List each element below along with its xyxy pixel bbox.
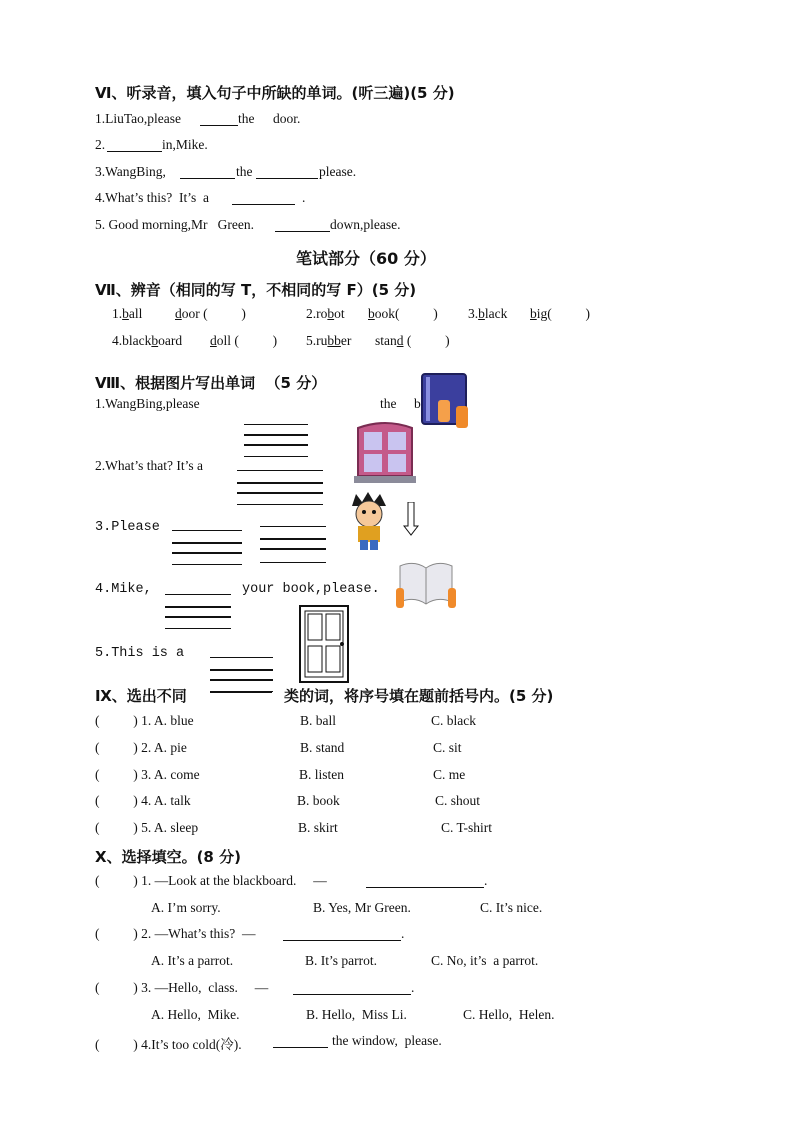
s9-q5-c: C. T-shirt	[441, 820, 493, 835]
s6-q3-end: please.	[319, 164, 357, 179]
s7-item-4-word2: doll ( )	[210, 333, 278, 348]
s10-q2: ( ) 2. —What’s this? —	[95, 926, 256, 941]
s6-q2-blank[interactable]	[107, 151, 162, 152]
s10-q1-blank[interactable]	[366, 887, 484, 888]
s9-q1-c: C. black	[431, 713, 476, 728]
s8-q3-text: 3.Please	[95, 520, 160, 535]
s9-q3-b: B. listen	[299, 767, 345, 782]
s10-q3-end: .	[411, 980, 415, 995]
s8-q1-start: 1.WangBing,please	[95, 396, 200, 411]
s7-item-1-word2: door ( )	[175, 306, 246, 321]
writing-lines-q5[interactable]	[210, 657, 273, 695]
s7-item-2-word2: book( )	[368, 306, 438, 321]
s7-item-5-word2: stand ( )	[375, 333, 450, 348]
s7-item-4: 4.blackboard	[112, 333, 183, 348]
s8-q1-end: b	[414, 396, 421, 411]
s10-q3-c: C. Hello, Helen.	[463, 1007, 555, 1022]
s6-q2-start: 2.	[95, 137, 106, 152]
writing-lines-q4[interactable]	[165, 594, 231, 632]
section-9-title-end: 类的词，将序号填在题前括号内。(5 分)	[284, 687, 554, 705]
s6-q3-blank-1[interactable]	[180, 178, 235, 179]
s10-q4-blank[interactable]	[273, 1047, 328, 1048]
s10-q1-a: A. I’m sorry.	[151, 900, 221, 915]
s10-q2-a: A. It’s a parrot.	[151, 953, 234, 968]
s8-q4-end: your book,please.	[242, 582, 380, 597]
s8-q1-mid: the	[380, 396, 397, 411]
s10-q2-blank[interactable]	[283, 940, 401, 941]
s6-q1-blank[interactable]	[200, 125, 238, 126]
section-6-title: Ⅵ、听录音，填入句子中所缺的单词。(听三遍)(5 分)	[95, 84, 455, 102]
s10-q1: ( ) 1. —Look at the blackboard. —	[95, 873, 327, 888]
s6-q3-blank-2[interactable]	[256, 178, 318, 179]
s10-q3-blank[interactable]	[293, 994, 411, 995]
s6-q4-start: 4.What’s this? It’s a	[95, 190, 209, 205]
s10-q2-b: B. It’s parrot.	[305, 953, 377, 968]
s9-q2-b: B. stand	[300, 740, 345, 755]
s9-q3: ( ) 3. A. come	[95, 767, 200, 782]
s6-q2-end: in,Mike.	[162, 137, 208, 152]
writing-lines-q3a[interactable]	[172, 530, 242, 568]
s10-q1-b: B. Yes, Mr Green.	[313, 900, 411, 915]
s7-item-3-word2: big( )	[530, 306, 590, 321]
s7-item-2: 2.robot	[306, 306, 345, 321]
s9-q2-c: C. sit	[433, 740, 462, 755]
writing-lines-q3b[interactable]	[260, 526, 326, 566]
section-8-title: Ⅷ、根据图片写出单词 （5 分）	[95, 374, 327, 392]
section-7-title: Ⅶ、辨音（相同的写 T，不相同的写 F）(5 分)	[95, 281, 417, 299]
written-part-title: 笔试部分（60 分）	[296, 249, 436, 268]
s6-q3-start: 3.WangBing,	[95, 164, 166, 179]
boy-standing-icon	[346, 492, 392, 552]
s10-q2-c: C. No, it’s a parrot.	[431, 953, 539, 968]
s7-item-5: 5.rubber	[306, 333, 352, 348]
s9-q1: ( ) 1. A. blue	[95, 713, 194, 728]
s9-q5: ( ) 5. A. sleep	[95, 820, 199, 835]
s7-item-1: 1.ball	[112, 306, 143, 321]
s6-q4-blank[interactable]	[232, 204, 295, 205]
s10-q1-end: .	[484, 873, 488, 888]
s6-q1-mid: the	[238, 111, 255, 126]
s6-q4-end: .	[302, 190, 306, 205]
s9-q1-b: B. ball	[300, 713, 336, 728]
window-icon	[352, 420, 418, 486]
s9-q5-b: B. skirt	[298, 820, 338, 835]
s9-q4-b: B. book	[297, 793, 340, 808]
s7-item-3: 3.black	[468, 306, 508, 321]
s10-q1-c: C. It’s nice.	[480, 900, 543, 915]
s9-q4-c: C. shout	[435, 793, 481, 808]
s10-q4-end: the window, please.	[332, 1033, 442, 1048]
s8-q5-text: 5.This is a	[95, 646, 185, 661]
s6-q3-mid: the	[236, 164, 253, 179]
writing-lines-q1[interactable]	[244, 424, 308, 460]
s10-q3: ( ) 3. —Hello, class. —	[95, 980, 269, 995]
section-9-title-start: Ⅸ、选出不同	[95, 687, 187, 705]
s9-q3-c: C. me	[433, 767, 466, 782]
s10-q3-a: A. Hello, Mike.	[151, 1007, 240, 1022]
s6-q5-end: down,please.	[330, 217, 401, 232]
s10-q4-start: ( ) 4.It’s too cold(冷).	[95, 1037, 242, 1052]
s9-q4: ( ) 4. A. talk	[95, 793, 191, 808]
s8-q4-start: 4.Mike,	[95, 582, 152, 597]
s9-title-line	[210, 692, 272, 693]
s6-q5-start: 5. Good morning,Mr Green.	[95, 217, 254, 232]
s10-q2-end: .	[401, 926, 405, 941]
s6-q1-end: door.	[273, 111, 301, 126]
down-arrow-icon	[403, 502, 419, 536]
s6-q5-blank[interactable]	[275, 231, 330, 232]
blackboard-book-icon	[418, 370, 476, 432]
section-10-title: Ⅹ、选择填空。(8 分)	[95, 848, 241, 866]
s6-q1-start: 1.LiuTao,please	[95, 111, 182, 126]
s9-q2: ( ) 2. A. pie	[95, 740, 187, 755]
s8-q2-text: 2.What’s that? It’s a	[95, 458, 203, 473]
writing-lines-q2[interactable]	[237, 470, 323, 508]
s10-q3-b: B. Hello, Miss Li.	[306, 1007, 407, 1022]
door-icon	[298, 604, 350, 684]
open-book-icon	[394, 558, 458, 612]
